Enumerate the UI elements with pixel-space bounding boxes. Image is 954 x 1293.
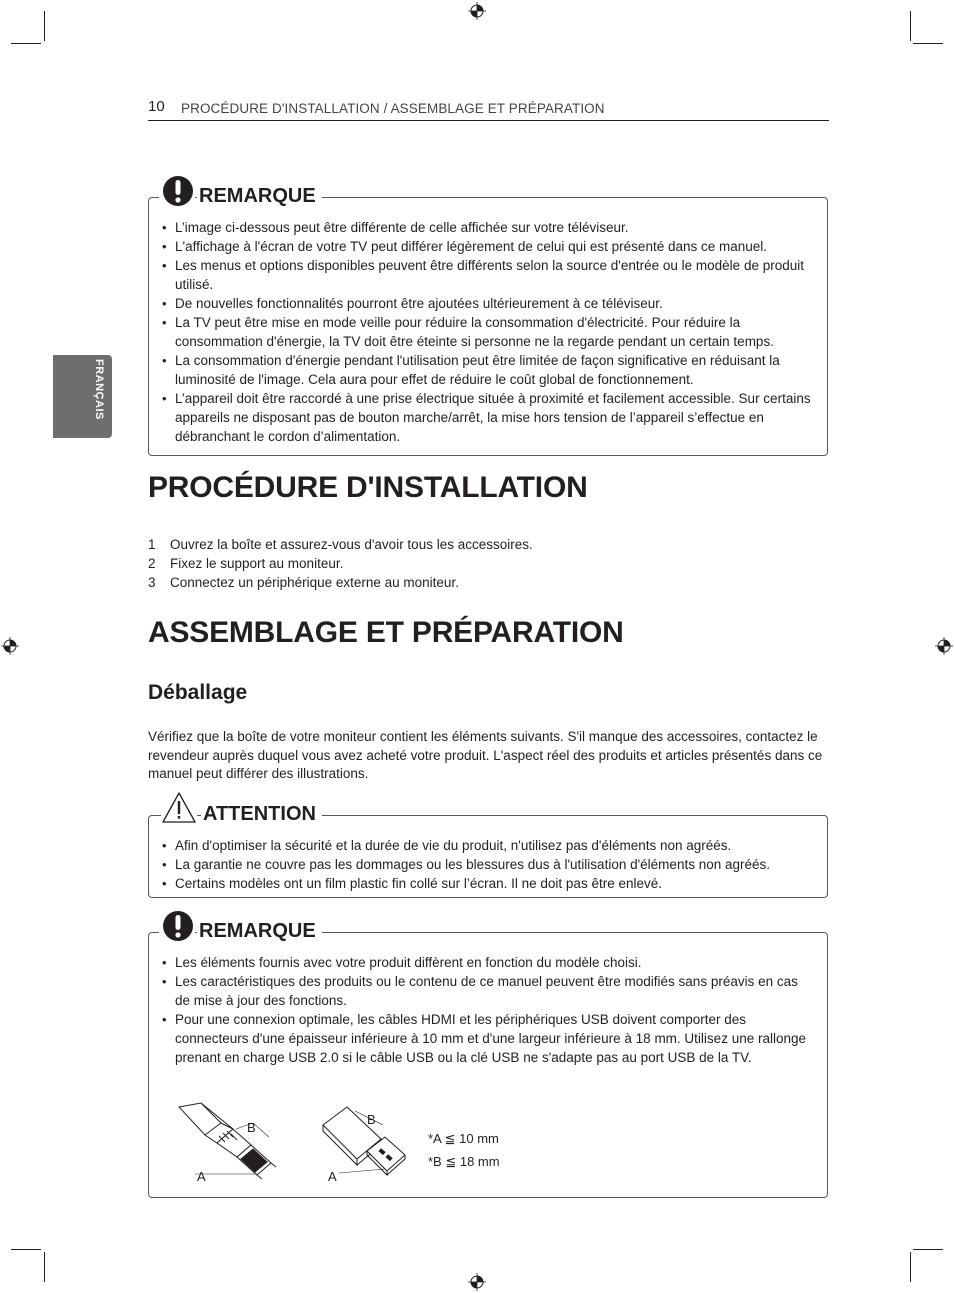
note-title: REMARQUE xyxy=(197,920,322,943)
list-item: • Les caractéristiques des produits ou le contenu de ce manuel peuvent être modifiés sans préavis en cas de mise à jour des fonctions. xyxy=(149,972,811,1010)
step-text: Ouvrez la boîte et assurez-vous d'avoir tous les accessoires. xyxy=(170,537,533,552)
spec-a: *A ≦ 10 mm xyxy=(428,1131,499,1146)
step-number: 3 xyxy=(148,575,156,590)
crop-mark xyxy=(913,1249,943,1250)
unpacking-subheading: Déballage xyxy=(148,681,248,704)
step-number: 2 xyxy=(148,556,156,571)
note-box xyxy=(148,185,828,456)
running-title: PROCÉDURE D'INSTALLATION / ASSEMBLAGE ET PRÉPARATION xyxy=(181,101,605,116)
crop-mark xyxy=(910,11,911,41)
installation-heading: PROCÉDURE D'INSTALLATION xyxy=(148,471,588,504)
step-text: Connectez un périphérique externe au moniteur. xyxy=(170,575,459,590)
page-header xyxy=(148,98,829,121)
list-item: • Les menus et options disponibles peuvent être différents selon la source d'entrée ou le modèle de produit utilisé. xyxy=(149,256,811,294)
list-item: • L’image ci-dessous peut être différente de celle affichée sur votre téléviseur. xyxy=(149,218,811,237)
exclamation-note-icon xyxy=(159,909,195,945)
installation-steps xyxy=(148,535,533,592)
dimension-label-b: B xyxy=(367,1112,376,1127)
note-list xyxy=(149,953,811,1067)
registration-mark-icon xyxy=(468,1273,486,1291)
warning-triangle-icon xyxy=(161,791,197,825)
attention-box xyxy=(148,803,828,898)
page-number: 10 xyxy=(148,98,165,115)
list-item: • La consommation d'énergie pendant l'utilisation peut être limitée de façon significative en réduisant la luminosité de l'image. Cela aura pour effet de réduire le coût global de fonctionnement. xyxy=(149,351,811,389)
attention-list xyxy=(149,836,811,893)
list-item: • Afin d'optimiser la sécurité et la durée de vie du produit, n'utilisez pas d'éléments non agréés. xyxy=(149,836,811,855)
hdmi-connector-icon xyxy=(171,1101,291,1186)
registration-mark-icon xyxy=(935,637,953,655)
crop-mark xyxy=(11,1249,41,1250)
list-item: • Certains modèles ont un film plastic fin collé sur l’écran. Il ne doit pas être enlevé. xyxy=(149,874,811,893)
step-text: Fixez le support au moniteur. xyxy=(170,556,344,571)
step-number: 1 xyxy=(148,537,156,552)
list-item: • L’appareil doit être raccordé à une prise électrique située à proximité et facilement accessible. Sur certains appareils ne disposant pas de bouton marche/arrêt, la mise hors tension de l’appareil s’effectue en débranchant le cordon d’alimentation. xyxy=(149,389,811,446)
list-item: • Pour une connexion optimale, les câbles HDMI et les périphériques USB doivent comporter des connecteurs d'une épaisseur inférieure à 10 mm et d'une largeur inférieure à 18 mm. Utilisez une rallonge prenant en charge USB 2.0 si le câble USB ou la clé USB ne s'adapte pas au port USB de la TV. xyxy=(149,1010,811,1067)
list-item: • La garantie ne couvre pas les dommages ou les blessures dus à l'utilisation d'éléments non agréés. xyxy=(149,855,811,874)
list-item: • L'affichage à l'écran de votre TV peut différer légèrement de celui qui est présenté dans ce manuel. xyxy=(149,237,811,256)
dimension-label-a: A xyxy=(328,1169,337,1184)
language-tab-label: FRANÇAIS xyxy=(93,359,105,420)
note-title: REMARQUE xyxy=(197,185,322,208)
registration-mark-icon xyxy=(468,2,486,20)
crop-mark xyxy=(44,11,45,41)
step-item xyxy=(148,554,533,573)
assembly-heading: ASSEMBLAGE ET PRÉPARATION xyxy=(148,616,624,649)
crop-mark xyxy=(913,43,943,44)
note-list xyxy=(149,218,811,446)
step-item xyxy=(148,535,533,554)
attention-title: ATTENTION xyxy=(201,803,322,826)
crop-mark xyxy=(44,1252,45,1282)
registration-mark-icon xyxy=(1,637,19,655)
list-item: • La TV peut être mise en mode veille pour réduire la consommation d'électricité. Pour réduire la consommation d'énergie, la TV doit être éteinte si personne ne la regarde pendant un certain temps. xyxy=(149,313,811,351)
spec-b: *B ≦ 18 mm xyxy=(428,1154,500,1169)
step-item xyxy=(148,573,533,592)
language-tab xyxy=(53,355,112,438)
crop-mark xyxy=(11,43,41,44)
crop-mark xyxy=(910,1252,911,1282)
dimension-label-a: A xyxy=(197,1169,206,1184)
list-item: • Les éléments fournis avec votre produit diffèrent en fonction du modèle choisi. xyxy=(149,953,811,972)
list-item: • De nouvelles fonctionnalités pourront être ajoutées ultérieurement à ce téléviseur. xyxy=(149,294,811,313)
note-box xyxy=(148,920,828,1198)
exclamation-note-icon xyxy=(159,174,195,210)
dimension-label-b: B xyxy=(247,1120,256,1135)
unpacking-paragraph: Vérifiez que la boîte de votre moniteur contient les éléments suivants. S'il manque des accessoires, contactez le revendeur auprès duquel vous avez acheté votre produit. L'aspect réel des produits et articles présentés dans ce manuel peut différer des illustrations. xyxy=(148,729,823,781)
